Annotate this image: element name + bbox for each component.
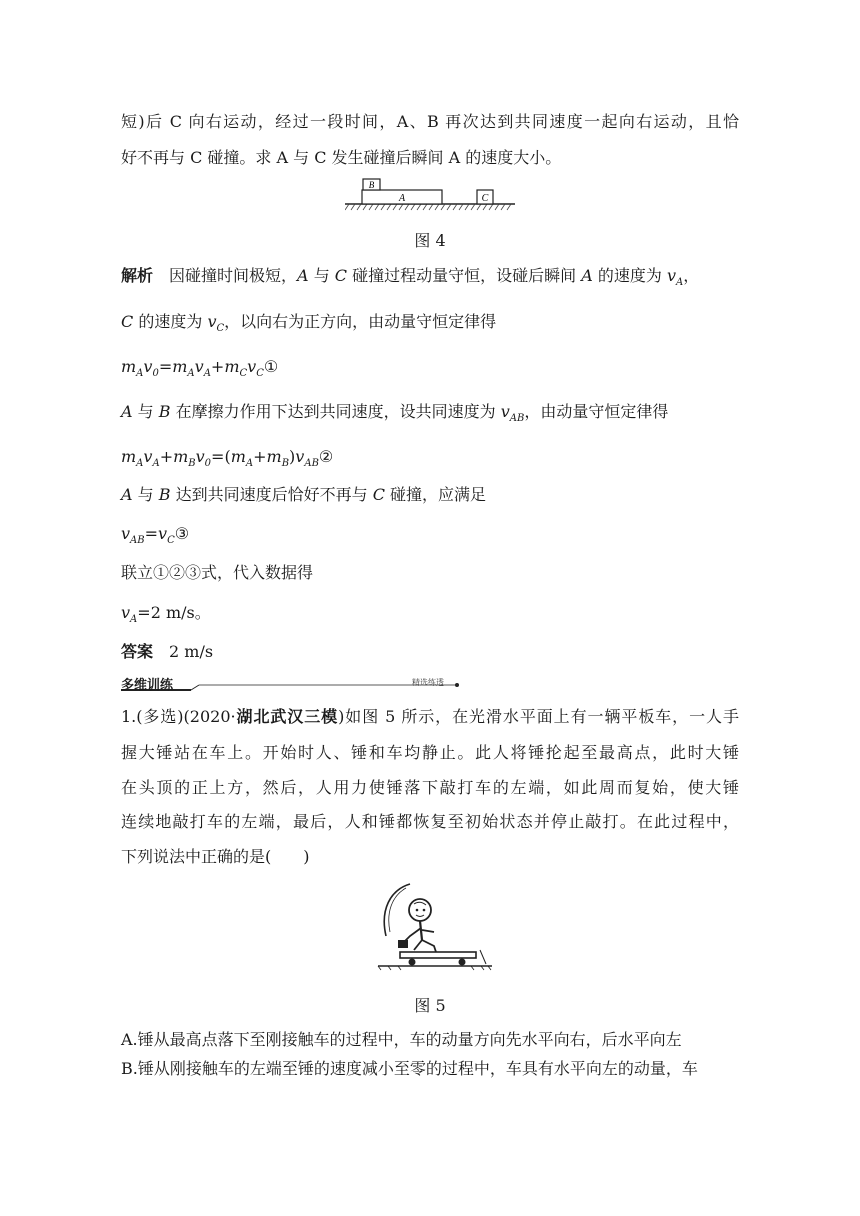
analysis-heading: 解析 [121,266,154,285]
analysis-line-2: C 的速度为 $v_C$，以向右为正方向，由动量守恒定律得 [121,312,497,335]
label-b: B [368,180,375,190]
figure-4-diagram [345,178,515,214]
problem-line-2: 好不再与 C 碰撞。求 A 与 C 发生碰撞后瞬间 A 的速度大小。 [121,148,562,167]
equation-2: $m_Av_A+m_Bv_0=(m_A+m_B)v_{AB}②$ [121,447,334,470]
question-1-line-5: 下列说法中正确的是( ) [121,847,310,866]
figure-5-caption: 图 5 [414,996,446,1015]
option-b: B.锤从刚接触车的左端至锤的速度减小至零的过程中，车具有水平向左的动量，车 [121,1059,698,1078]
question-1-prefix: 1.(多选)(2020· [121,707,236,726]
section-title: 多维训练 [121,678,174,693]
question-1-source: 湖北武汉三模 [235,707,339,726]
analysis-result: $v_A=2$ m/s。 [121,603,211,626]
figure-5-illustration [376,880,494,972]
equation-3: $v_{AB}=v_C③$ [121,524,190,547]
label-c: C [481,193,489,204]
problem-line-1: 短)后 C 向右运动，经过一段时间，A、B 再次达到共同速度一起向右运动，且恰 [121,112,739,131]
question-1-line-1 [121,706,739,728]
analysis-line-4: A 与 B 达到共同速度后恰好不再与 C 碰撞，应满足 [121,485,487,504]
option-a: A.锤从最高点落下至刚接触车的过程中，车的动量方向先水平向右，后水平向左 [121,1030,682,1049]
equation-1: $m_Av_0=m_Av_A+m_Cv_C①$ [121,357,279,380]
analysis-line-3: A 与 B 在摩擦力作用下达到共同速度，设共同速度为 $v_{AB}$，由动量守恒定律得 [121,402,669,425]
answer-line [121,641,213,663]
figure-4-caption: 图 4 [414,231,446,250]
analysis-line-1 [121,265,699,294]
question-1-line-4: 连续地敲打车的左端，最后，人和锤都恢复至初始状态并停止敲打。在此过程中， [121,812,739,831]
analysis-text-1: 因碰撞时间极短，A 与 C 碰撞过程动量守恒，设碰后瞬间 A 的速度为 $v_A$， [169,266,700,289]
question-1-text: )如图 5 所示，在光滑水平面上有一辆平板车，一人手 [338,707,739,726]
question-1-line-3: 在头顶的正上方，然后，人用力使锤落下敲打车的左端，如此周而复始，使大锤 [121,778,739,797]
answer-label: 答案 [121,642,154,661]
question-1-line-2: 握大锤站在车上。开始时人、锤和车均静止。此人将锤抡起至最高点，此时大锤 [121,743,739,762]
answer-value: 2 m/s [169,642,214,661]
section-tag: 精选练透 [412,678,444,687]
label-a: A [398,193,406,204]
analysis-line-5: 联立①②③式，代入数据得 [121,563,314,582]
